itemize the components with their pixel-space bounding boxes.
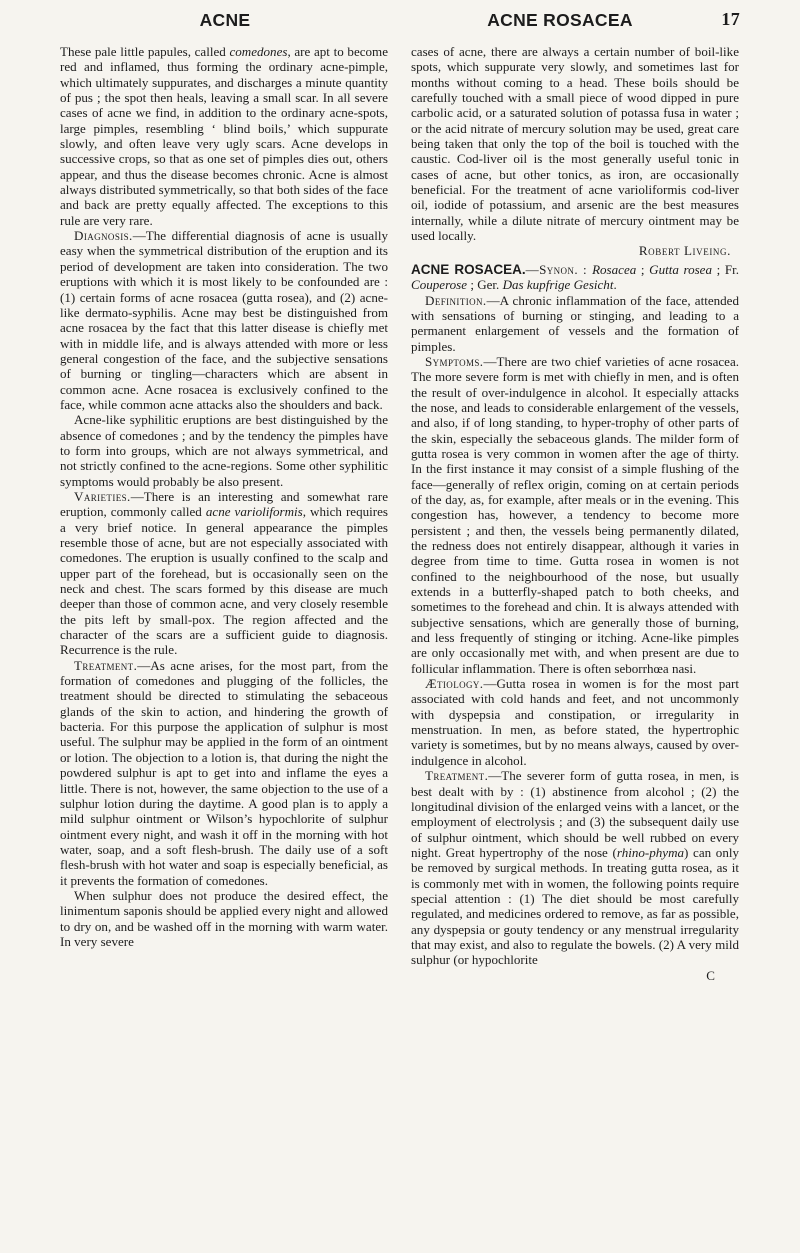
text-run: . <box>613 277 617 293</box>
paragraph-aetiology <box>411 676 739 768</box>
text-run: ; Ger. <box>467 277 503 293</box>
text-run: ; Fr. <box>712 261 740 277</box>
italic-term: rhino-phyma <box>616 844 685 860</box>
synonym: Gutta rosea <box>649 261 712 277</box>
paragraph-symptoms <box>411 354 739 676</box>
paragraph-boils: cases of acne, there are always a certain number of boil-like spots, which suppurate very slowly, and sometimes last for months without coming to a head. These boils should be carefully touched with a small piece of wood dipped in pure carbolic acid, or a saturated solution of potassa fusa in water ; or the acid nitrate of mercury solution may be used, great care being taken that only the top of the boil is touched with the caustic. Cod-liver oil is the most generally useful tonic in cases of acne, but other tonics, as iron, are occasionally beneficial. For the treatment of acne varioliformis cod-liver oil, iodide of potassium, and arsenic are the best measures internally, while a dilute nitrate of mercury ointment may be used locally. <box>411 44 739 244</box>
entry-headword: ACNE ROSACEA. <box>411 261 526 277</box>
text-run: —As acne arises, for the most part, from the formation of comedones and plugging of the follicles, the treatment should be directed to stimulating the sebaceous glands of the skin to action, and hindering the growth of bacteria. For this purpose the application of sulphur is most useful. The sulphur may be applied in the form of an ointment or lotion. The objection to a lotion is, that during the night the powdered sulphur is apt to get into and inflame the eyes a little. There is not, however, the same objection to the use of a sulphur lotion during the daytime. A good plan is to apply a mild sulphur ointment or Wilson’s hypochlorite of sulphur ointment every night, and wash it off in the morning with hot water, soap, and a soft flesh-brush. The daily use of a soft flesh-brush with hot water and soap is especially beneficial, as it prevents the formation of comedones. <box>60 657 388 888</box>
entry-heading-acne-rosacea <box>411 262 739 293</box>
text-run: , which requires a very brief notice. In general appearance the pimples resemble those of acne, but are not especially associated with comedones. The eruption is usually confined to the scalp and upper part of the forehead, but is occasionally seen on the neck and chest. The scars formed by this disease are much deeper than those of common acne, and very closely resemble the pits left by small-pox. The region affected and the character of the scars are a sufficient guide to diagnosis. Recurrence is the rule. <box>60 504 388 658</box>
paragraph-linimentum: When sulphur does not produce the desired effect, the linimentum saponis should be applied every night and allowed to dry on, and be washed off in the morning with warm water. In very severe <box>60 887 388 949</box>
text-run: ; <box>636 261 650 277</box>
left-column <box>60 44 388 949</box>
italic-term: comedones <box>229 44 288 59</box>
section-heading-treatment: Treatment. <box>425 768 489 784</box>
text-run: —The differential diagnosis of acne is usually easy when the symmetrical distribution of the eruption and its period of development are taken into consideration. The two eruptions with which it is most likely to be confounded are : (1) certain forms of acne rosacea (gutta rosea), and (2) acne-like dermato-syphilis. Acne may best be distinguished from acne rosacea by the fact that this latter disease is chiefly met with in middle life, and is always attended with more or less general congestion of the face, and the subjective sensations of burning or tingling—characters which are absent in common acne. Acne rosacea is exclusively confined to the face, while common acne attacks also the shoulders and back. <box>60 228 388 412</box>
synonym: Couperose <box>411 277 468 293</box>
section-heading-aetiology: Ætiology. <box>425 676 484 692</box>
paragraph-diagnosis <box>60 228 388 412</box>
text-run: —There is an interesting and somewhat rare eruption, commonly called <box>60 488 388 520</box>
section-heading-diagnosis: Diagnosis. <box>74 228 133 244</box>
author-signature: Robert Liveing. <box>638 243 731 259</box>
paragraph-syphilitic: Acne-like syphilitic eruptions are best distinguished by the absence of comedones ; and by the tendency the pimples have to form into groups, which are not always symmetrical, and not strictly confined to the acne-regions. Some other syphilitic symptoms would probably be also present. <box>60 412 388 489</box>
text-run: —Gutta rosea in women is for the most part associated with cold hands and feet, and not uncommonly with dyspepsia and constipation, or irregularity in menstruation. In men, as before stated, the hypertrophic variety is sometimes, but by no means always, caused by over-indulgence in alcohol. <box>411 676 740 768</box>
section-heading-varieties: Varieties. <box>74 488 131 504</box>
synonym: Rosacea <box>592 261 637 277</box>
section-heading-symptoms: Symptoms. <box>425 353 484 369</box>
signature-mark: C <box>706 967 715 983</box>
right-running-title: ACNE ROSACEA <box>487 10 633 30</box>
section-heading-definition: Definition. <box>425 292 487 308</box>
running-head <box>60 10 740 46</box>
paragraph-treatment-rosacea <box>411 768 739 967</box>
paragraph-comedones <box>60 44 388 228</box>
paragraph-treatment <box>60 658 388 888</box>
synonym-label: —Synon. : <box>525 261 593 277</box>
text-run: —A chronic inflammation of the face, attended with sensations of burning or stinging, and leading to a permanent enlargement of vessels and the formation of pimples. <box>411 292 739 354</box>
text-run: , are apt to become red and inflamed, thus forming the ordinary acne-pimple, which ultimately suppurates, and discharges a minute quantity of pus ; the spot then heals, leaving a small scar. In all severe cases of acne we find, in addition to the ordinary acne-spots, large pimples, resembling ‘ blind boils,’ which suppurate slowly, and often leave very ugly scars. Acne develops in successive crops, so that as one set of pimples dies out, others appear, and thus the disease becomes chronic. Acne is almost always distributed symmetrically, so that both sides of the face and back are pretty equally affected. The exceptions to this rule are very rare. <box>60 44 389 228</box>
text-run: ) can only be removed by surgical methods. In treating gutta rosea, as it is commonly met with in women, the following points require special attention : (1) The diet should be most carefully regulated, and medicines ordered to remove, as far as possible, any dyspepsia or gouty tendency or any menstrual irregularity that may exist, and also to regulate the bowels. (2) A very mild sulphur (or hypochlorite <box>411 844 739 968</box>
synonym: Das kupfrige Gesicht <box>502 277 614 293</box>
paragraph-definition <box>411 293 739 354</box>
paragraph-varieties <box>60 489 388 658</box>
text-run: —There are two chief varieties of acne rosacea. The more severe form is met with chiefly in men, and is often the result of over-indulgence in alcohol. It especially attacks the nose, and leads to considerable enlargement of the vessels, and also, if of long standing, to hyper-trophy of other parts of the skin, especially the sebaceous glands. The milder form of gutta rosea is very common in women after the age of thirty. In the first instance it may consist of a simple flushing of the face—generally of reflex origin, coming on at certain periods of the day, as, for example, after meals or in the evening. This congestion has, however, a tendency to become more persistent ; and then, the vessels being permanently dilated, the redness does not entirely disappear, although it varies in degree from time to time. Gutta rosea in women is not confined to the neighbourhood of the nose, but usually extends in a butterfly-shaped patch to both cheeks, and sometimes to the forehead and chin. It is always attended with subjective sensations, which are generally those of burning, and less frequently of stinging or itching. Acne-like pimples are only occasionally met with, and when present are due to follicular inflammation. There is often seborrhœa nasi. <box>411 353 739 676</box>
right-column <box>411 44 739 983</box>
left-running-title: ACNE <box>199 10 251 30</box>
page-number: 17 <box>721 9 740 29</box>
text-run: —The severer form of gutta rosea, in men, is best dealt with by : (1) abstinence from alcohol ; (2) the longitudinal division of the enlarged veins with a lancet, or the employment of electrolysis ; and (3) the subsequent daily use of sulphur ointment, which should be well rubbed on every night. Great hypertrophy of the nose ( <box>411 768 739 860</box>
section-heading-treatment: Treatment. <box>74 657 138 673</box>
text-run: These pale little papules, called <box>60 44 230 59</box>
italic-term: acne varioliformis <box>205 504 303 520</box>
